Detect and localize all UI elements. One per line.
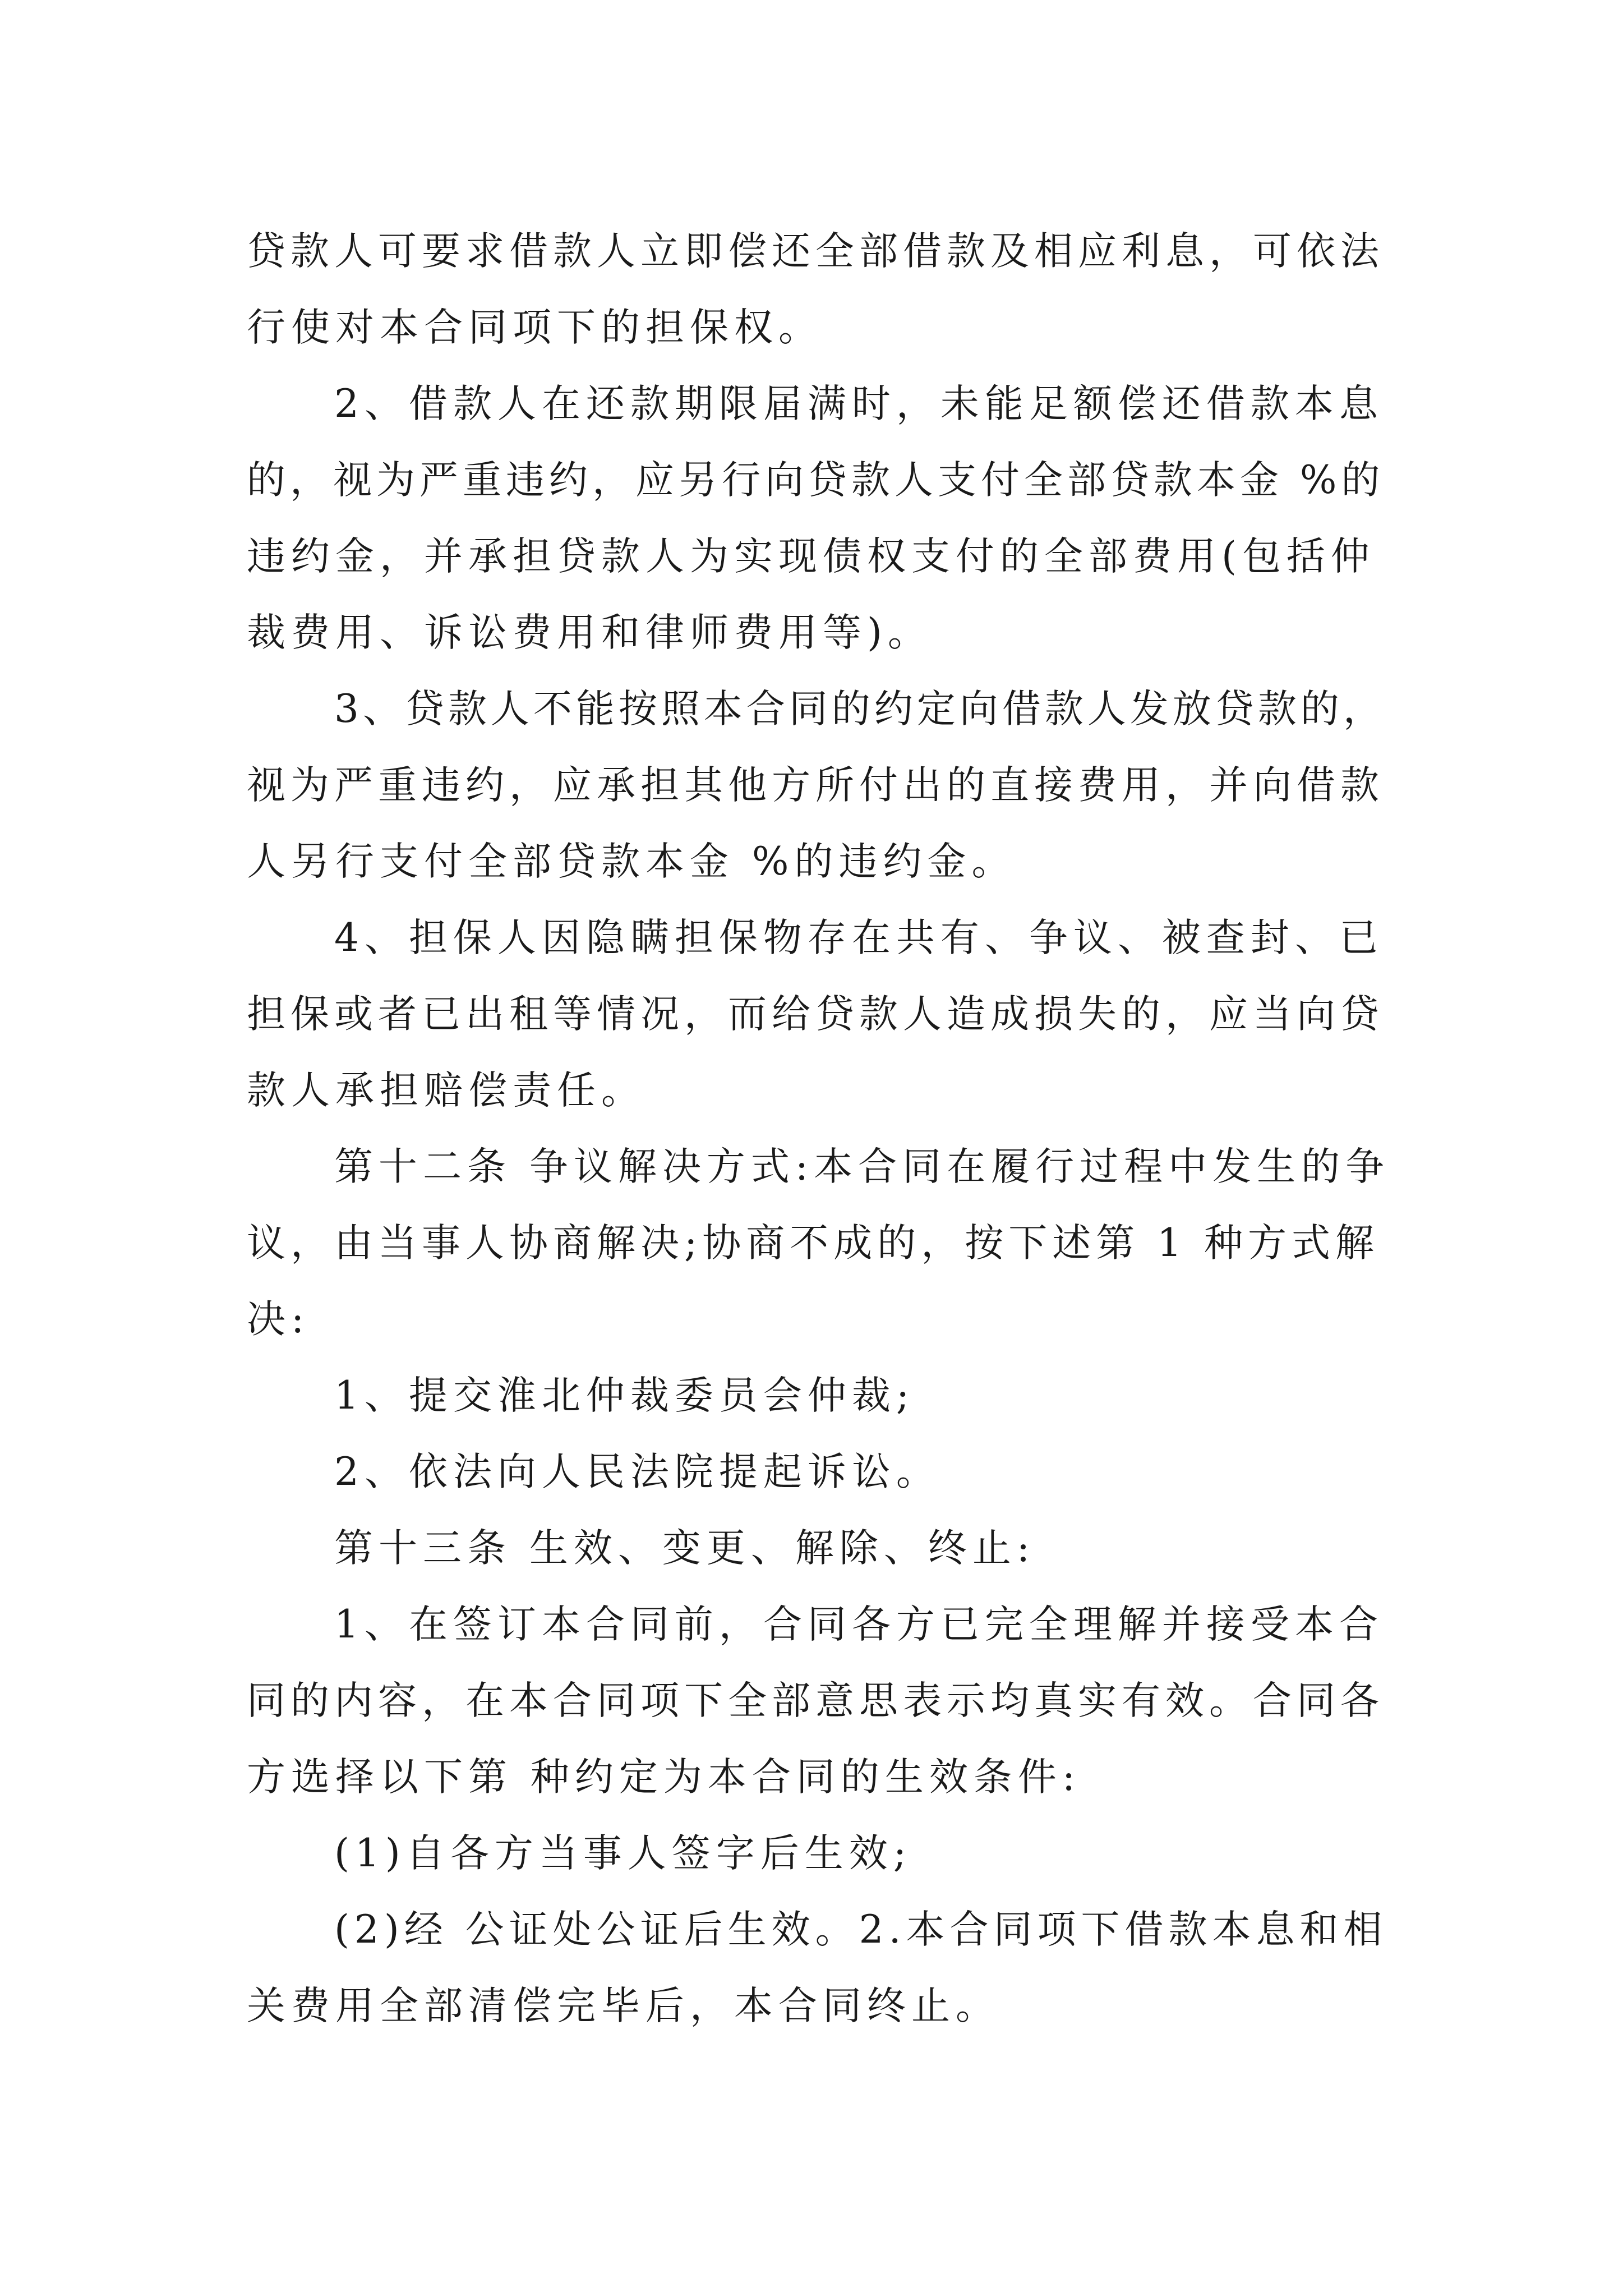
text-line: 第十三条 生效、变更、解除、终止: <box>334 1526 1036 1571</box>
text-line: (2)经 公证处公证后生效。2.本合同项下借款本息和相 <box>334 1907 1387 1952</box>
text-line: (1)自各方当事人签字后生效; <box>334 1831 912 1876</box>
text-line: 方选择以下第 种约定为本合同的生效条件: <box>247 1755 1081 1800</box>
text-line: 违约金，并承担贷款人为实现债权支付的全部费用(包括仲 <box>247 534 1375 579</box>
text-line: 2、依法向人民法院提起诉讼。 <box>334 1450 940 1494</box>
text-line: 决: <box>247 1297 310 1342</box>
document-body <box>247 213 1391 2044</box>
text-line: 1、在签订本合同前，合同各方已完全理解并接受本合 <box>334 1602 1384 1647</box>
text-line: 担保或者已出租等情况，而给贷款人造成损失的，应当向贷 <box>247 992 1384 1037</box>
text-line: 议，由当事人协商解决;协商不成的，按下述第 1 种方式解 <box>247 1221 1380 1266</box>
text-line: 2、借款人在还款期限届满时，未能足额偿还借款本息 <box>334 381 1384 426</box>
text-line: 人另行支付全部贷款本金 %的违约金。 <box>247 839 1016 884</box>
text-line: 贷款人可要求借款人立即偿还全部借款及相应利息，可依法 <box>247 229 1384 274</box>
text-line: 1、提交淮北仲裁委员会仲裁; <box>334 1373 915 1418</box>
text-line: 行使对本合同项下的担保权。 <box>247 305 823 350</box>
text-line: 视为严重违约，应承担其他方所付出的直接费用，并向借款 <box>247 763 1384 808</box>
text-line: 4、担保人因隐瞒担保物存在共有、争议、被查封、已 <box>334 915 1384 960</box>
text-line: 裁费用、诉讼费用和律师费用等)。 <box>247 610 932 655</box>
text-line: 3、贷款人不能按照本合同的约定向借款人发放贷款的， <box>334 687 1386 731</box>
text-line: 款人承担赔偿责任。 <box>247 1068 645 1113</box>
text-line: 的，视为严重违约，应另行向贷款人支付全部贷款本金 %的 <box>247 458 1385 503</box>
text-line: 同的内容，在本合同项下全部意思表示均真实有效。合同各 <box>247 1678 1384 1723</box>
text-line: 关费用全部清偿完毕后，本合同终止。 <box>247 1984 1000 2028</box>
text-line: 第十二条 争议解决方式:本合同在履行过程中发生的争 <box>334 1144 1390 1189</box>
